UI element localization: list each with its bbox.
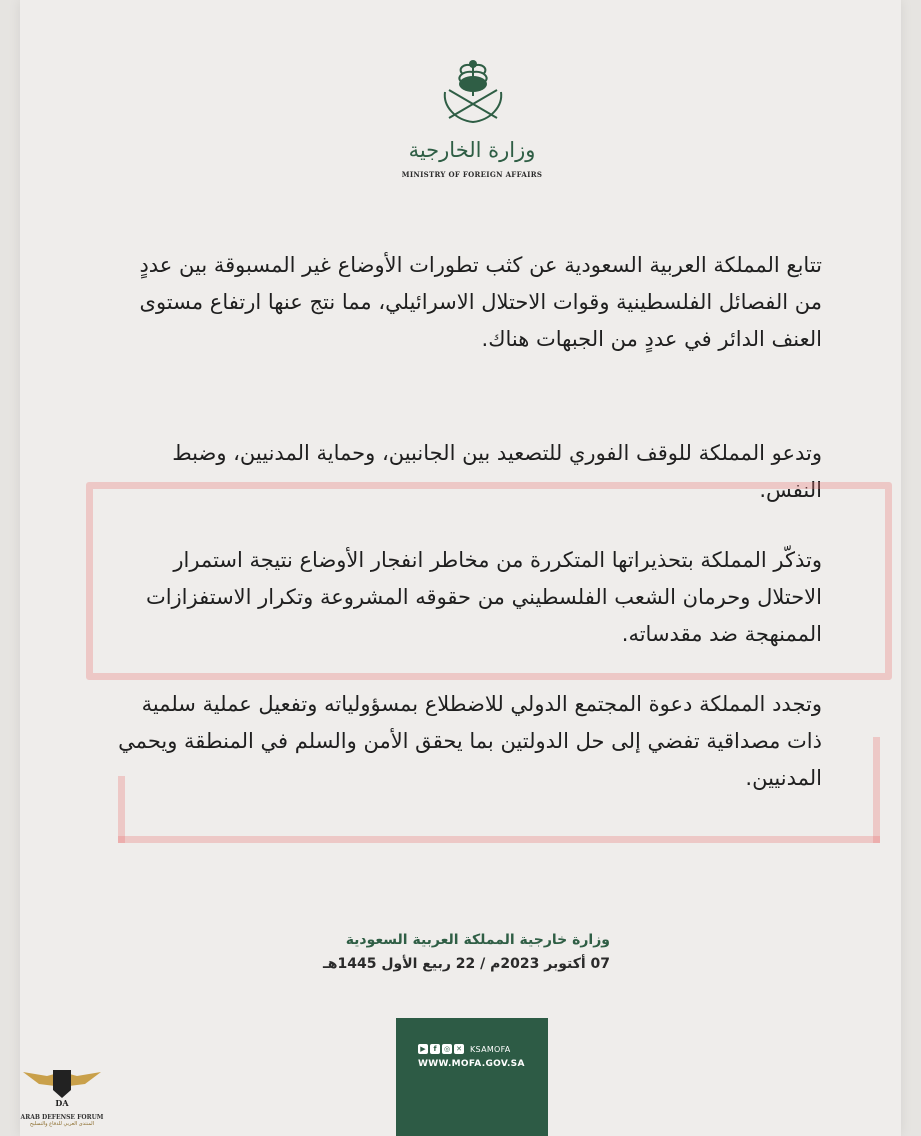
highlight-box-paragraph-4-bottom bbox=[118, 836, 880, 843]
paragraph-text: وتدعو المملكة للوقف الفوري للتصعيد بين الجانبين، وحماية المدنيين، وضبط النفس. bbox=[172, 441, 822, 502]
wings-icon bbox=[17, 1062, 107, 1108]
statement-paragraph-1 bbox=[118, 247, 822, 395]
saudi-emblem-icon bbox=[433, 56, 513, 136]
youtube-icon[interactable]: ▶ bbox=[418, 1044, 428, 1054]
paragraph-text: وتذكّر المملكة بتحذيراتها المتكررة من مخاطر انفجار الأوضاع نتيجة استمرار الاحتلال وحرمان الشعب الفلسطيني من حقوقه المشروعة وتكرار الاستفزازات الممنهجة ضد مقدساته. bbox=[145, 548, 822, 646]
signature-line: وزارة خارجية المملكة العربية السعودية bbox=[345, 932, 610, 948]
highlight-box-paragraph-4-left bbox=[118, 776, 125, 843]
website-link[interactable]: WWW.MOFA.GOV.SA bbox=[418, 1059, 525, 1069]
paragraph-text: وتجدد المملكة دعوة المجتمع الدولي للاضطلاع بمسؤولياته وتفعيل عملية سلمية ذات مصداقية تفضي إلى حل الدولتين بما يحقق الأمن والسلم في المنطقة ويحمي المدنيين. bbox=[118, 692, 822, 790]
watermark-subtitle: المنتدى العربي للدفاع والتسليح bbox=[29, 1121, 95, 1127]
ministry-name-english: MINISTRY OF FOREIGN AFFAIRS bbox=[401, 170, 543, 179]
watermark-logo bbox=[2, 1062, 122, 1134]
social-row bbox=[418, 1044, 511, 1054]
ministry-name-arabic: وزارة الخارجية bbox=[408, 138, 536, 162]
logo-initials: DA bbox=[55, 1098, 69, 1108]
social-handle[interactable]: KSAMOFA bbox=[470, 1044, 511, 1054]
paragraph-text: تتابع المملكة العربية السعودية عن كثب تطورات الأوضاع غير المسبوقة بين عددٍ من الفصائل الفلسطينية وقوات الاحتلال الاسرائيلي، مما نتج عنها ارتفاع مستوى العنف الدائر في عددٍ من الجبهات هناك. bbox=[139, 253, 822, 351]
date-line: 07 أكتوبر 2023م / 22 ربيع الأول 1445هـ bbox=[323, 956, 610, 972]
watermark-title: ARAB DEFENSE FORUM bbox=[20, 1114, 104, 1121]
highlight-box-paragraph-3 bbox=[86, 482, 892, 680]
facebook-icon[interactable]: f bbox=[430, 1044, 440, 1054]
x-icon[interactable]: ✕ bbox=[454, 1044, 464, 1054]
statement-paragraph-4 bbox=[118, 686, 822, 834]
highlight-box-paragraph-4-right bbox=[873, 737, 880, 843]
contact-block bbox=[396, 1018, 548, 1136]
instagram-icon[interactable]: ◎ bbox=[443, 1045, 451, 1053]
